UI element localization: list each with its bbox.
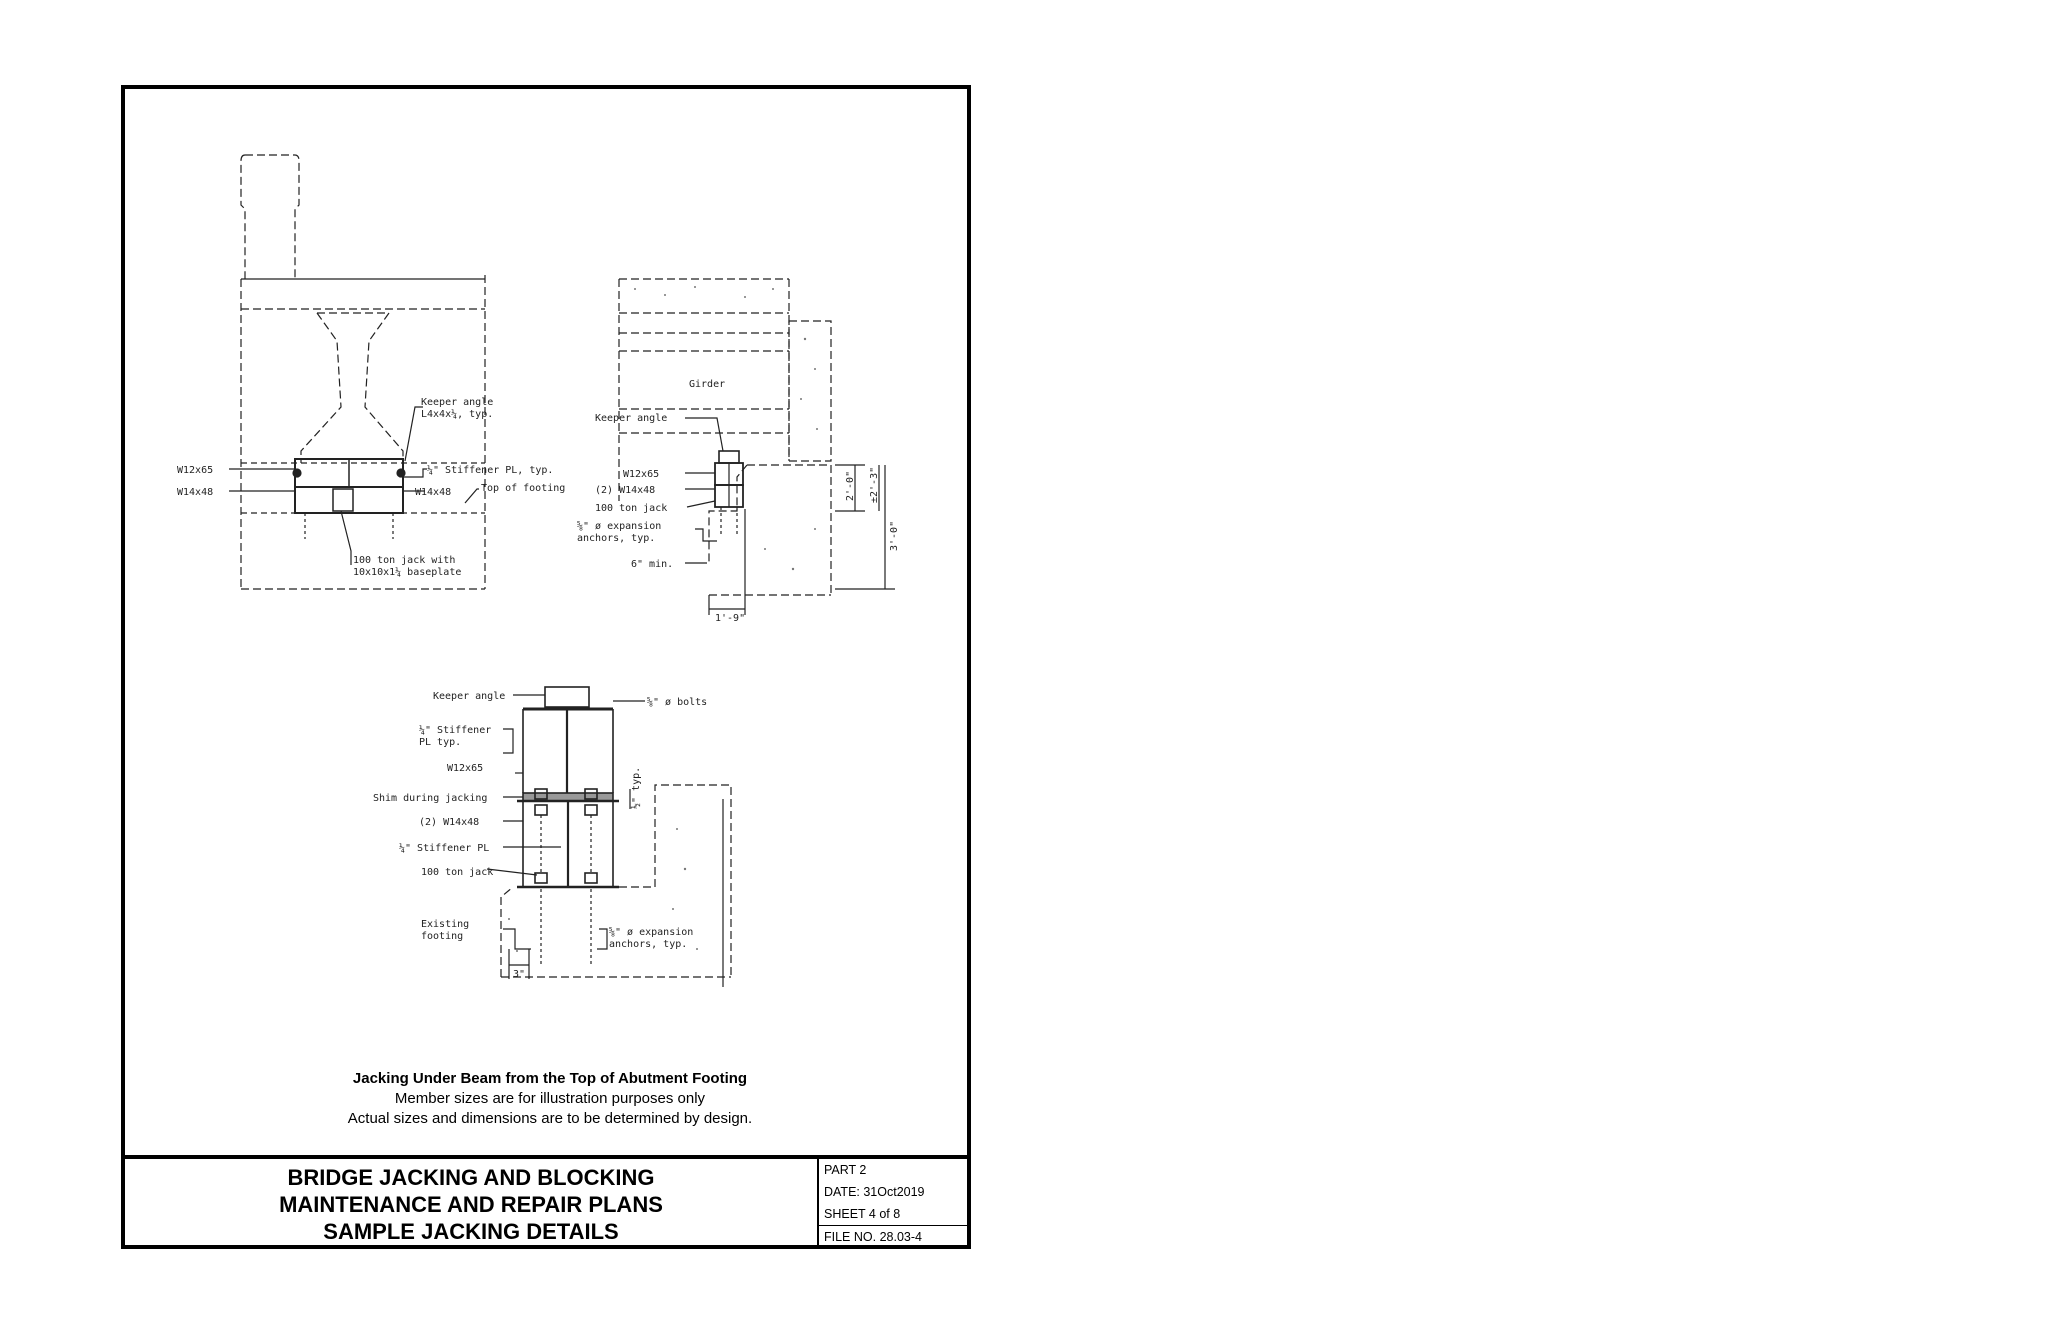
caption-title: Jacking Under Beam from the Top of Abutment Footing [352, 1070, 748, 1087]
label-keeper-angle-2: Keeper angle [595, 413, 668, 424]
label-expansion-anchors: ⅝" ø expansion [577, 521, 662, 532]
label-baseplate: 10x10x1¼ baseplate [353, 567, 462, 578]
label-w12x65-mid: W12x65 [623, 469, 660, 480]
dim-2-0: 2'-0" [845, 470, 856, 501]
label-bolts: ⅝" ø bolts [647, 697, 708, 708]
dim-1-9: 1'-9" [715, 613, 746, 624]
title-block-info [819, 1159, 967, 1249]
caption-note-1: Member sizes are for illustration purposes only [394, 1090, 706, 1107]
label-keeper-angle-3: Keeper angle [433, 691, 506, 702]
label-stiffener-pl: ¼" Stiffener PL [399, 843, 490, 854]
label-keeper-angle: Keeper angle [421, 397, 494, 408]
title-line-1: BRIDGE JACKING AND BLOCKING [287, 1164, 655, 1190]
dim-half-typ: ½" typ. [631, 766, 642, 809]
sheet-label: SHEET 4 of 8 [824, 1207, 901, 1221]
label-2-w14x48-bot: (2) W14x48 [419, 817, 480, 828]
label-shim: Shim during jacking [373, 793, 488, 804]
label-anchors-typ-bot: anchors, typ. [609, 939, 688, 950]
dim-3-in: 3" [513, 969, 526, 980]
label-jack-bot: 100 ton jack [421, 867, 494, 878]
drawing-caption [125, 1069, 975, 1129]
date-label: DATE: 31Oct2019 [824, 1185, 925, 1199]
label-keeper-angle-size: L4x4x¼, typ. [421, 409, 494, 420]
title-block-main [125, 1159, 819, 1249]
file-no-label: FILE NO. 28.03-4 [819, 1225, 967, 1247]
label-2-w14x48-mid: (2) W14x48 [595, 485, 656, 496]
label-jack-mid: 100 ton jack [595, 503, 668, 514]
label-jack-with: 100 ton jack with [353, 555, 456, 566]
label-existing: Existing [421, 919, 470, 930]
label-stiffener-typ: ¼" Stiffener PL, typ. [427, 465, 554, 476]
dim-3-0: 3'-0" [889, 520, 900, 551]
label-w14x48-right: W14x48 [415, 487, 452, 498]
label-girder: Girder [689, 379, 726, 390]
label-stiffener: ¼" Stiffener [419, 725, 492, 736]
label-pl-typ: PL typ. [419, 737, 462, 748]
caption-note-2: Actual sizes and dimensions are to be determined by design. [347, 1110, 753, 1127]
label-top-of-footing: Top of footing [481, 483, 566, 494]
label-w12x65-bot: W12x65 [447, 763, 484, 774]
label-expansion-bot: ⅝" ø expansion [609, 927, 694, 938]
title-line-3: SAMPLE JACKING DETAILS [323, 1218, 619, 1244]
dim-pm2-3: ±2'-3" [869, 466, 880, 503]
label-anchors-typ: anchors, typ. [577, 533, 656, 544]
part-label: PART 2 [824, 1163, 867, 1177]
label-six-min: 6" min. [631, 559, 674, 570]
section-view-detail [229, 155, 485, 589]
title-line-2: MAINTENANCE AND REPAIR PLANS [279, 1191, 663, 1217]
label-w14x48: W14x48 [177, 487, 214, 498]
label-footing: footing [421, 931, 464, 942]
drawing-sheet [121, 85, 971, 1249]
label-w12x65: W12x65 [177, 465, 214, 476]
title-block [125, 1155, 967, 1249]
engineering-drawing [125, 89, 967, 1149]
